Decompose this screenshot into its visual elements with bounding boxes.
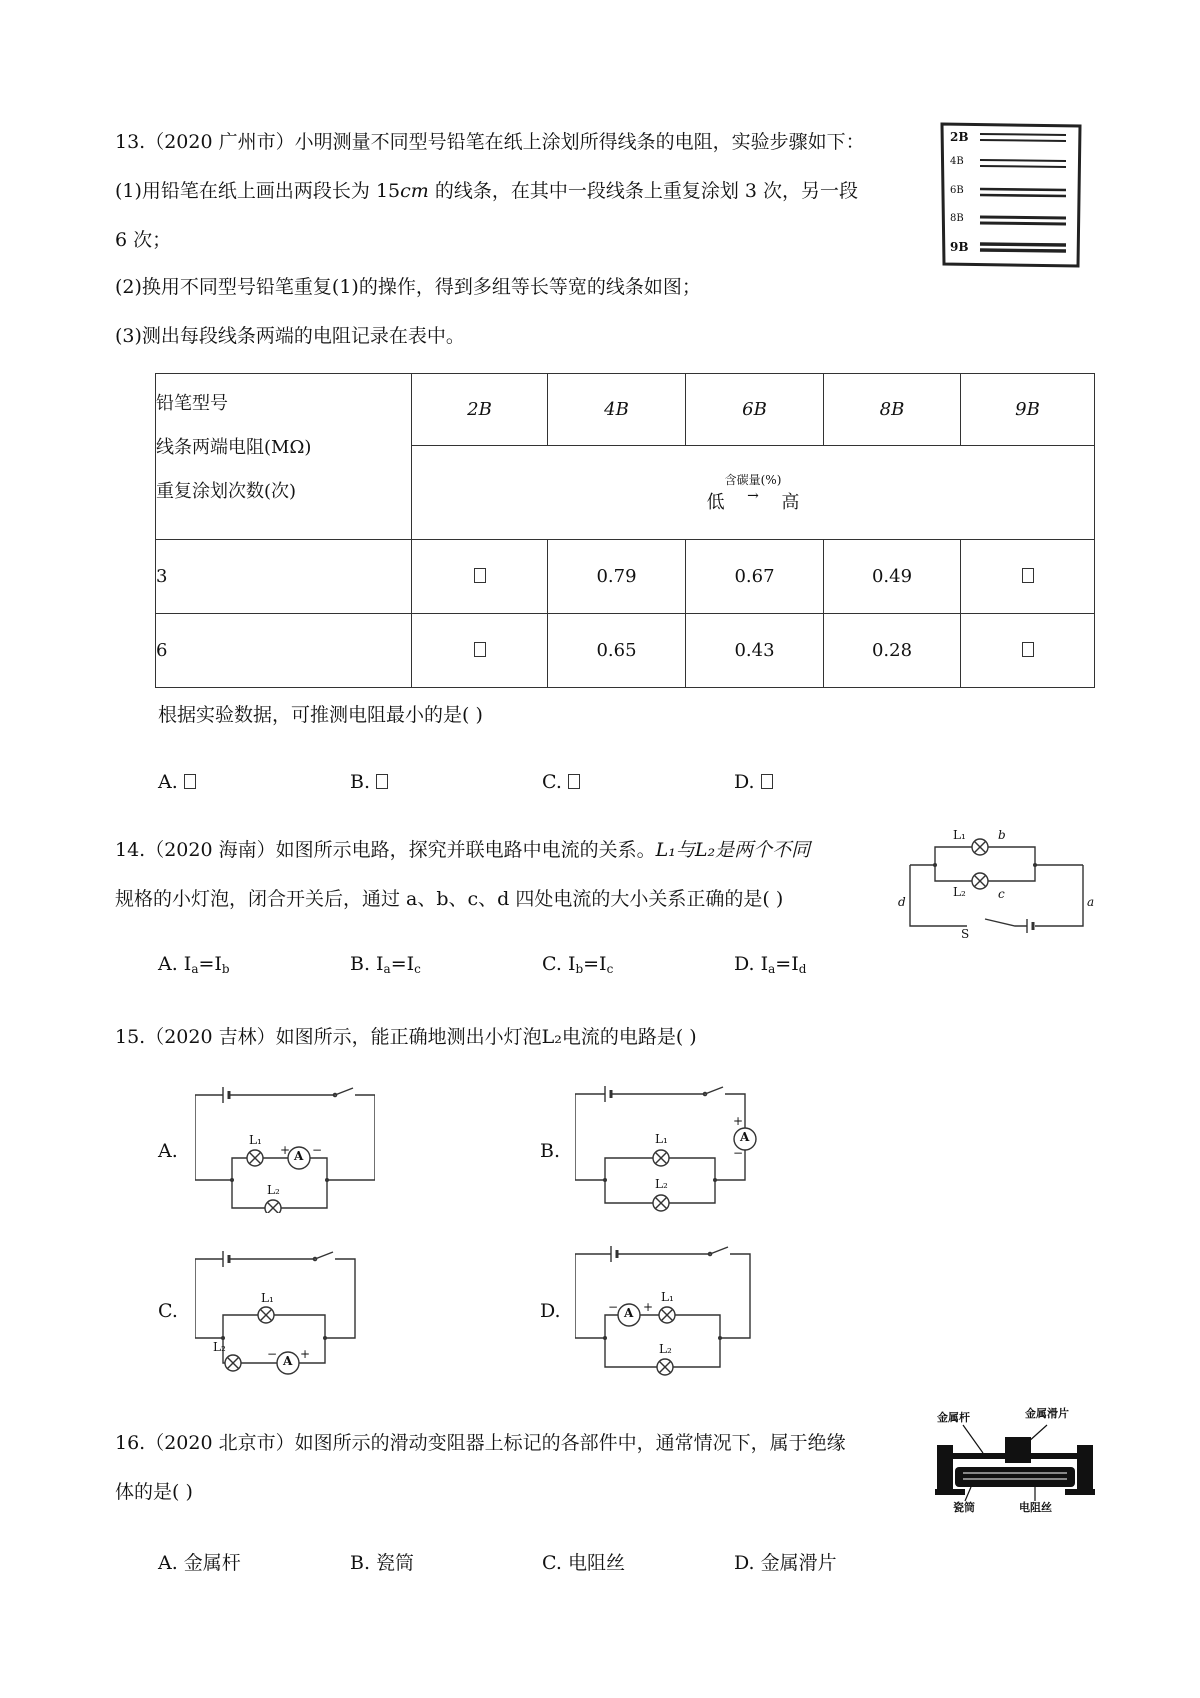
- lamp-label-l2: L₂: [659, 1342, 672, 1356]
- missing-value-glyph: [412, 614, 548, 688]
- ammeter-icon: A: [283, 1354, 293, 1368]
- missing-glyph-icon: [184, 774, 196, 789]
- switch-label-s: S: [961, 927, 970, 941]
- parallel-circuit-figure: [895, 823, 1095, 943]
- q13-step1-a: (1)用铅笔在纸上画出两段长为 15: [115, 180, 401, 202]
- lamp-label-l1: L₁: [261, 1291, 274, 1305]
- q16-line2: 体的是( ): [115, 1481, 193, 1503]
- lamp-label-l1: L₁: [655, 1132, 668, 1146]
- lamp-label-l1: L₁: [953, 828, 966, 842]
- missing-value-glyph: [961, 614, 1095, 688]
- resistance-table: [155, 373, 1095, 688]
- q16-option-a[interactable]: A. 金属杆: [158, 1552, 241, 1574]
- q15-option-d[interactable]: D.: [540, 1300, 561, 1322]
- pencil-header: 6B: [686, 374, 824, 446]
- q14-lamps: L₁与L₂是两个不同: [655, 839, 811, 861]
- table-cell: 0.28: [824, 614, 961, 688]
- row-header-pencil: 铅笔型号: [156, 393, 228, 414]
- point-label-c: c: [998, 887, 1005, 901]
- q13-question: 根据实验数据，可推测电阻最小的是( ): [158, 704, 483, 726]
- pencil-label-4b: 4B: [950, 156, 964, 167]
- q13-step2: (2)换用不同型号铅笔重复(1)的操作，得到多组等长等宽的线条如图；: [115, 276, 701, 298]
- table-row: [156, 540, 1095, 614]
- table-row: [156, 614, 1095, 688]
- lamp-label-l2: L₂: [267, 1183, 280, 1197]
- missing-value-glyph: [412, 540, 548, 614]
- table-cell: 0.49: [824, 540, 961, 614]
- pencil-header: 8B: [824, 374, 961, 446]
- q15-question: 15.（2020 吉林）如图所示，能正确地测出小灯泡L₂电流的电路是( ): [115, 1026, 697, 1048]
- table-cell: 0.65: [548, 614, 686, 688]
- table-cell: 0.67: [686, 540, 824, 614]
- q14-option-b[interactable]: B. $I_a=I_c$: [350, 953, 421, 976]
- label-metal-slider: 金属滑片: [1025, 1407, 1069, 1420]
- circuit-d-figure: L₁ L₂ A − +: [575, 1240, 760, 1380]
- missing-glyph-icon: [761, 774, 773, 789]
- missing-glyph-icon: [568, 774, 580, 789]
- q16-option-c[interactable]: C. 电阻丝: [542, 1552, 625, 1574]
- q13-step1-unit: cm: [400, 180, 429, 202]
- table-row-header: [156, 374, 412, 540]
- carbon-low: 低: [706, 491, 725, 513]
- missing-glyph-icon: [376, 774, 388, 789]
- row-header-times: 重复涂划次数(次): [156, 481, 297, 502]
- lamp-label-l1: L₁: [661, 1290, 674, 1304]
- ammeter-icon: A: [740, 1130, 750, 1144]
- circuit-c-figure: L₁ L₂ A − +: [195, 1245, 365, 1377]
- label-resistance-wire: 电阻丝: [1019, 1501, 1052, 1514]
- q13-option-a[interactable]: A.: [158, 771, 196, 793]
- row-label: 6: [156, 614, 412, 688]
- circuit-a-figure: L₁ L₂ A + −: [195, 1085, 375, 1213]
- pencil-label-6b: 6B: [950, 185, 964, 196]
- q13-step3: (3)测出每段线条两端的电阻记录在表中。: [115, 325, 465, 347]
- ammeter-icon: A: [294, 1149, 304, 1163]
- q14-line2: 规格的小灯泡，闭合开关后，通过 a、b、c、d 四处电流的大小关系正确的是( ): [115, 888, 784, 910]
- label-metal-rod: 金属杆: [937, 1411, 970, 1424]
- q13-header: 13.（2020 广州市）小明测量不同型号铅笔在纸上涂划所得线条的电阻，实验步骤如下：: [115, 131, 865, 153]
- missing-value-glyph: [961, 540, 1095, 614]
- carbon-high: 高: [781, 491, 800, 513]
- q13-option-c[interactable]: C.: [542, 771, 580, 793]
- lamp-label-l1: L₁: [249, 1133, 262, 1147]
- point-label-d: d: [898, 895, 906, 909]
- q15-option-b[interactable]: B.: [540, 1140, 561, 1162]
- q14-option-c[interactable]: C. $I_b=I_c$: [542, 953, 614, 976]
- point-label-a: a: [1087, 895, 1095, 909]
- q16-option-d[interactable]: D. 金属滑片: [734, 1552, 837, 1574]
- q16-option-b[interactable]: B. 瓷筒: [350, 1552, 415, 1574]
- carbon-label: 含碳量(%): [724, 472, 782, 487]
- q14-line1: 14.（2020 海南）如图所示电路，探究并联电路中电流的关系。L₁与L₂是两个不同: [115, 839, 811, 861]
- ammeter-icon: A: [624, 1306, 634, 1320]
- pencil-header: 2B: [412, 374, 548, 446]
- pencil-label-2b: 2B: [950, 130, 969, 144]
- q13-step1: [115, 176, 858, 203]
- table-cell: 0.79: [548, 540, 686, 614]
- q13-step1-cont: 6 次；: [115, 229, 172, 251]
- circuit-b-figure: L₁ L₂ A + −: [575, 1080, 760, 1215]
- arrow-icon: →: [747, 487, 759, 504]
- label-porcelain-tube: 瓷筒: [953, 1501, 975, 1514]
- q15-option-c[interactable]: C.: [158, 1300, 178, 1322]
- q15-option-a[interactable]: A.: [158, 1140, 178, 1162]
- pencil-header: 4B: [548, 374, 686, 446]
- lamp-label-l2: L₂: [953, 885, 966, 899]
- q14-option-a[interactable]: A. $I_a=I_b$: [158, 953, 230, 976]
- rheostat-figure: [935, 1407, 1095, 1515]
- carbon-content-cell: [412, 446, 1095, 540]
- lamp-label-l2: L₂: [213, 1340, 226, 1354]
- q13-option-d[interactable]: D.: [734, 771, 773, 793]
- pencil-label-8b: 8B: [950, 213, 964, 224]
- pencil-label-9b: 9B: [950, 240, 969, 254]
- table-cell: 0.43: [686, 614, 824, 688]
- row-label: 3: [156, 540, 412, 614]
- pencil-lines-figure: [938, 120, 1082, 270]
- q13-step1-b: 的线条，在其中一段线条上重复涂划 3 次，另一段: [428, 180, 859, 202]
- pencil-header: 9B: [961, 374, 1095, 446]
- row-header-resistance: 线条两端电阻(MΩ): [156, 437, 312, 458]
- q14-option-d[interactable]: D. $I_a=I_d$: [734, 953, 807, 976]
- q16-line1: 16.（2020 北京市）如图所示的滑动变阻器上标记的各部件中，通常情况下，属于绝缘: [115, 1432, 846, 1454]
- lamp-label-l2: L₂: [655, 1177, 668, 1191]
- q13-option-b[interactable]: B.: [350, 771, 388, 793]
- point-label-b: b: [998, 828, 1006, 842]
